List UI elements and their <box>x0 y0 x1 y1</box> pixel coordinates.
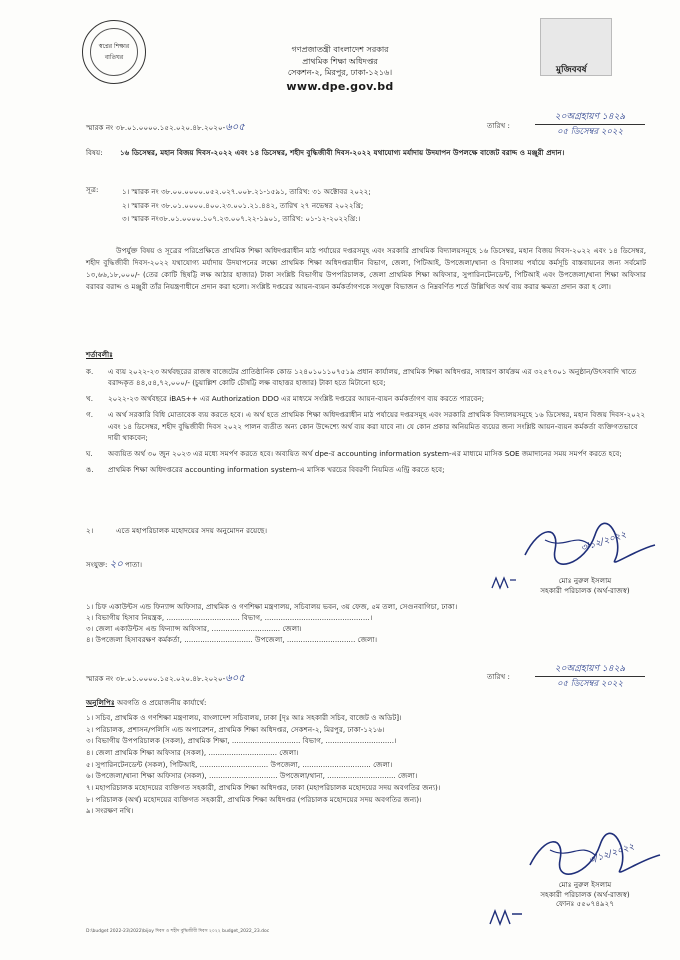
govt-name: গণপ্রজাতন্ত্রী বাংলাদেশ সরকার <box>291 45 389 54</box>
website-link[interactable]: www.dpe.gov.bd <box>286 79 394 93</box>
date2-bangla: ২০অগ্রহায়ণ ১৪২৯ <box>535 661 645 677</box>
signatory-1-name: মোঃ নুরুল ইসলাম <box>558 576 612 585</box>
signatory-2-name: মোঃ নুরুল ইসলাম <box>558 880 612 889</box>
recipients-list <box>86 601 646 646</box>
initial-mark-1 <box>490 574 518 592</box>
subject-text: ১৬ ডিসেম্বর, মহান বিজয় দিবস-২০২২ এবং ১৪ ডিসেম্বর, শহীদ বুদ্ধিজীবী দিবস-২০২২ যথাযোগ্য মর্যাদায় উদযাপন উপলক্ষে বাজেট বরাদ্দ ও মঞ্জুরী প্রদান। <box>120 148 565 157</box>
copy-item: ৪। জেলা প্রাথমিক শিক্ষা অফিসার (সকল), .............................. জেলা। <box>86 747 299 757</box>
copy-item: ১। সচিব, প্রাথমিক ও গণশিক্ষা মন্ত্রণালয়, বাংলাদেশ সচিবালয়, ঢাকা [দৃঃ আঃ সহকারী সচিব, বাজেট ও অডিট]। <box>86 713 402 722</box>
date-bangla: ২০অগ্রহায়ণ ১৪২৯ <box>535 109 645 125</box>
refs-list <box>122 185 542 226</box>
memo-number: স্মারক নং ৩৮.০১.০০০০.১৫২.০২০.৪৮.২০২০-৬০৫ <box>86 122 245 133</box>
copy-item: ৯। সংরক্ষণ নথি। <box>86 806 134 816</box>
signatory-2-block <box>520 880 650 909</box>
condition-item: ঘ. অব্যয়িত অর্থ ৩০ জুন ২০২৩ এর মধ্যে সমর্পণ করতে হবে। অব্যয়িত অর্থ dpe-র accounting information system-এর মাধ্যমে মাসিক SOE জমাদানের সময় সমর্পণ করতে হবে; <box>86 448 622 458</box>
office-name: প্রাথমিক শিক্ষা অধিদপ্তর <box>302 56 378 66</box>
copy-item: ৬। উপজেলা/থানা শিক্ষা অফিসার (সকল), .............................. উপজেলা/থানা, .............................. জেলা। <box>86 771 418 781</box>
copy-item: ৭। মহাপরিচালক মহোদয়ের ব্যক্তিগত সহকারী, প্রাথমিক শিক্ষা অধিদপ্তর, ঢাকা (মহাপরিচালক মহোদয়ের সদয় অবগতির জন্য)। <box>86 782 441 792</box>
memo-date-label: তারিখ : <box>487 121 510 130</box>
signatory-1-block <box>520 576 650 595</box>
approval-line: ২। এতে মহাপরিচালক মহোদয়ের সদয় অনুমোদন রয়েছে। <box>86 526 268 535</box>
ref-item: ৩। স্মারক নং৩৮.০১.০০০০.১০৭.২৩.০০৭.২২-১৯০১, তারিখ: ০১-১২-২০২২খ্রি:। <box>122 214 361 224</box>
mujib-borsho-logo: মুজিববর্ষ <box>556 65 587 75</box>
recipient-item: ৪। উপজেলা হিসাবরক্ষণ কর্মকর্তা, .............................. উপজেলা, .............................. জেলা। <box>86 635 378 645</box>
signatory-2-phone: ফোনঃ ৫৫০৭৪৯২৭ <box>555 899 614 909</box>
signatory-2-title: সহকারী পরিচালক (অর্থ-রাজস্ব) <box>540 889 630 899</box>
office-address: সেকশন-২, মিরপুর, ঢাকা-১২১৬। <box>287 68 393 78</box>
copy-list <box>86 712 646 817</box>
date2-english: ০৫ ডিসেম্বর ২০২২ <box>557 679 623 689</box>
copy-item: ৫। সুপারিনটেনডেন্ট (সকল), পিটিআই, .............................. উপজেলা, .............................. জেলা। <box>86 759 393 769</box>
ref-item: ১। স্মারক নং ৩৮.০০.০০০০.০৫২.০২৭.০০৮.২১-১৫৯১, তারিখ: ৩১ অক্টোবর ২০২২; <box>122 187 371 196</box>
memo2-number-hw: ৬০৫ <box>225 673 245 684</box>
initial-mark-2 <box>488 906 524 928</box>
condition-item: ঙ. প্রাথমিক শিক্ষা অধিদপ্তরের accounting information system-এ মাসিক খরচের বিবরণী নিয়মিত এন্ট্রি করতে হবে; <box>86 465 445 475</box>
refs-label: সূত্র: <box>86 185 99 194</box>
dpe-logo <box>82 20 146 84</box>
date-english: ০৫ ডিসেম্বর ২০২২ <box>557 127 623 137</box>
letterhead <box>240 44 440 95</box>
footer-file-path: D:\budget 2022-23\2022\bijoy দিবস ও শহীদ বুদ্ধিজীবী দিবস ২০২২ budget_2022_23.doc <box>86 929 270 934</box>
attachment-pages-hw: ২০ <box>109 559 123 570</box>
signature-1-date: ৩/১২/২০২২ <box>579 529 628 554</box>
ref-item: ২। স্মারক নং ৩৮.০১.০০০০.৪০০.২৩.০০১.২১.৪৪২, তারিখ ২৭ নভেম্বর ২০২২খ্রি; <box>122 200 364 210</box>
conditions-list <box>86 366 648 475</box>
body-paragraph: উপর্যুক্ত বিষয় ও সূত্রের পরিপ্রেক্ষিতে প্রাথমিক শিক্ষা অধিদপ্তরাধীন মাঠ পর্যায়ের দপ্তরসমূহ এবং সরকারি প্রাথমিক বিদ্যালয়সমূহে ১৬ ডিসেম্বর, মহান বিজয় দিবস-২০২২ এবং ১৪ ডিসেম্বর, শহীদ বুদ্ধিজীবী দিবস-২০২২ যথাযোগ্য মর্যাদায় উদযাপনের লক্ষ্যে প্রাথমিক শিক্ষা অধিদপ্তরাধীন বিভাগ, জেলা, পিটিআই, উপজেলা/থানা ও বিদ্যালয় পর্যায়ে কর্মসূচি বাস্তবায়নের জন্য সর্বমোট ১৩,৬৬,১৮,০০০/- (তের কোটি ছিষট্টি লক্ষ আঠার হাজার) টাকা সংশ্লিষ্ট বিভাগীয় উপপরিচালক, জেলা প্রাথমিক শিক্ষা অফিসার, সুপারিনটেনডেন্ট, পিটিআই এবং উপজেলা/থানা শিক্ষা অফিসার বরাবর বরাদ্দ ও মঞ্জুরী তাঁর নিয়ন্ত্রণাধীনে প্রদান করা হলো। সংশ্লিষ্ট দপ্তরের আয়ন-ব্যয়ন কর্মকর্তাগণকে সংযুক্ত বিভাজন ও নিম্নবর্ণিত শর্তে উল্লিখিত অর্থ ব্যয় করার ক্ষমতা প্রদান করা হ লো। <box>86 246 646 291</box>
copy-heading: অনুলিপিঃ অবগতি ও প্রয়োজনীয় কার্যার্থে: <box>86 698 207 707</box>
memo2-date-label: তারিখ : <box>487 672 510 681</box>
memo-number-hw: ৬০৫ <box>225 122 245 133</box>
memo-date <box>535 109 645 139</box>
copy-item: ৮। পরিচালক (অর্থ) মহোদয়ের ব্যক্তিগত সহকারী, প্রাথমিক শিক্ষা অধিদপ্তর (পরিচালক মহোদয়ের সদয় অবগতির জন্য)। <box>86 794 422 804</box>
signature-2-date: ৩/১২/২০২২ <box>587 841 636 866</box>
attachment-line: সংযুক্ত: ২০ পাতা। <box>86 559 143 570</box>
copy-item: ৩। বিভাগীয় উপপরিচালক (সকল), প্রাথমিক শিক্ষা, .............................. বিভাগ, ..............................। <box>86 736 397 746</box>
condition-item: খ. ২০২২-২৩ অর্থবছরে iBAS++ এর Authorization DDO এর মাধ্যমে সংশ্লিষ্ট দপ্তরের আয়ন-ব্যয়ন কর্মকর্তাগণ ব্যয় করতে পারবেন; <box>86 394 485 404</box>
recipient-item: ৩। জেলা একাউন্টস এন্ড ফিন্যান্স অফিসার, .............................. জেলা। <box>86 624 302 634</box>
condition-item: গ. এ অর্থ সরকারি বিধি মোতাবেক ব্যয় করতে হবে। এ অর্থ হতে প্রাথমিক শিক্ষা অধিদপ্তরাধীন মাঠ পর্যায়ের দপ্তরসমূহ এবং সরকারি প্রাথমিক বিদ্যালয়সমূহে ১৬ ডিসেম্বর, মহান বিজয় দিবস-২০২২ এবং ১৪ ডিসেম্বর, শহীদ বুদ্ধিজীবী দিবস ২০২২ পালন ব্যতীত অন্য কোন উদ্দেশ্যে অর্থ ব্যয় করা যাবে না। যে কোন প্রকার অনিয়মিত ব্যয়ের জন্য সংশ্লিষ্ট আয়ন-ব্যয়ন কর্মকর্তা ব্যক্তিগতভাবে দায়ী থাকবেন; <box>86 410 646 442</box>
condition-item: ক. এ ব্যয় ২০২২-২৩ অর্থবছরের রাজস্ব বাজেটের প্রাতিষ্ঠানিক কোড ১২৪০১০১১০৭৫১৯ প্রধান কার্যালয়, প্রাথমিক শিক্ষা অধিদপ্তর, সাধারণ কার্যক্রম এর ৩২৫৭৩০১ অনুষ্ঠান/উৎসবাদি খাতে বরাদ্দকৃত ৪৪,৫৪,৭২,০০০/- (চুয়াল্লিশ কোটি চৌষট্টি লক্ষ বাহাত্তর হাজার) টাকা হতে মিটানো হবে; <box>86 367 637 388</box>
signatory-1-title: সহকারী পরিচালক (অর্থ-রাজস্ব) <box>540 585 630 595</box>
logo-inner-ring <box>90 28 138 76</box>
recipient-item: ১। চিফ একাউন্টস এন্ড ফিন্যান্স অফিসার, প্রাথমিক ও গণশিক্ষা মন্ত্রণালয়, সচিবালয় ভবন, ৩য় ফেজ, ৫ম তলা, সেগুনবাগিচা, ঢাকা। <box>86 602 458 611</box>
recipient-item: ২। বিভাগীয় হিসাব নিয়ন্ত্রক, ................................ বিভাগ, ..............................................। <box>86 613 373 623</box>
memo2-number: স্মারক নং ৩৮.০১.০০০০.১৫২.০২০.৪৮.২০২০-৬০৫ <box>86 673 245 684</box>
memo2-date <box>535 661 645 691</box>
subject-label: বিষয়: <box>86 148 103 157</box>
conditions-heading: শর্তাবলীঃ <box>86 350 113 359</box>
copy-item: ২। পরিচালক, প্রশাসন/পলিসি এন্ড অপারেশন, প্রাথমিক শিক্ষা অধিদপ্তর, সেকশন-২, মিরপুর, ঢাকা-১২১৬। <box>86 724 385 734</box>
logo-text: স্বপ্নের শিক্ষার বাতিঘর <box>98 43 130 61</box>
